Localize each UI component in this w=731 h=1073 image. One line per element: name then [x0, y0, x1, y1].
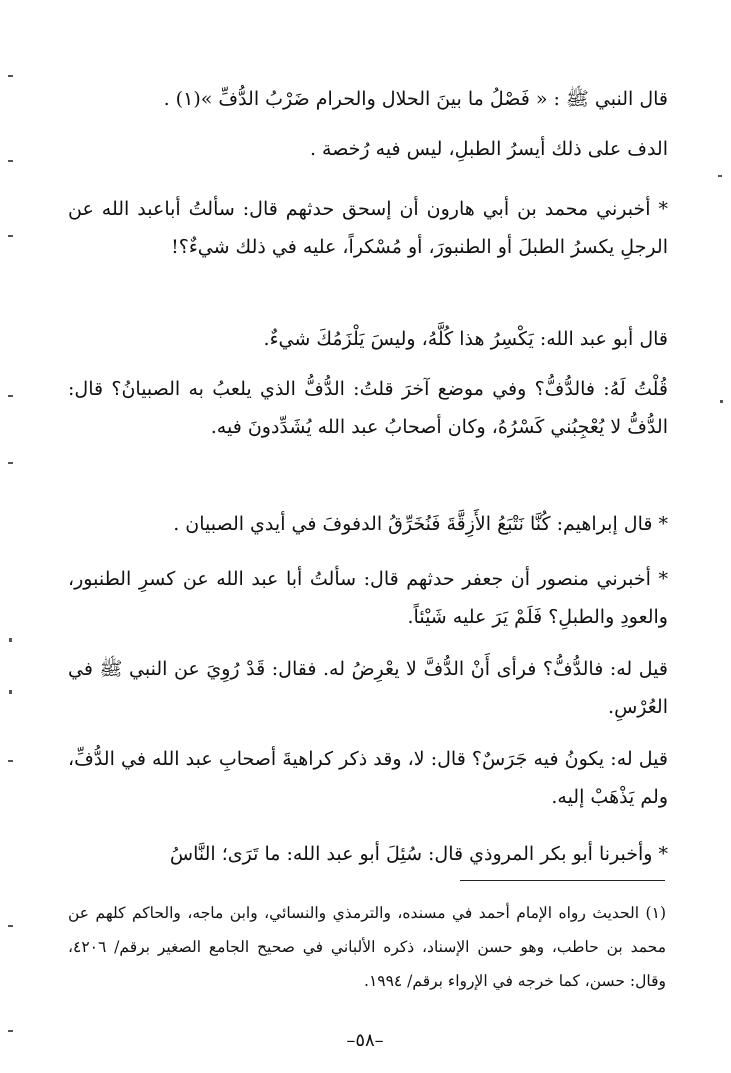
page-number: –٥٨– [346, 1030, 384, 1051]
edge-mark [8, 1030, 13, 1032]
edge-mark [8, 160, 13, 162]
paragraph-jaras: قيل له: يكونُ فيه جَرَسٌ؟ قال: لا، وقد ذكر كراهيةَ أصحابِ عبد الله في الدُّفِّ، ولم يَذْهَبْ إليه. [68, 748, 668, 808]
paragraph-ibrahim: * قال إبراهيم: كُنَّا نَتْبَعُ الأَزِقَّةَ فَنُخَرِّقُ الدفوفَ في أيدي الصبيان . [173, 513, 668, 535]
edge-mark [718, 175, 722, 177]
edge-mark [8, 235, 13, 237]
paragraph-duff-question: قُلْتُ لَهُ: فالدُّفُّ؟ وفي موضع آخرَ قلتُ: الدُّفُّ الذي يلعبُ به الصبيانُ؟ قال: الدُّفُّ لا يُعْجِبُني كَسْرُهُ، وكان أصحابُ عبد الله يُشَدِّدونَ فيه. [68, 378, 668, 438]
edge-mark [9, 690, 12, 694]
edge-mark [8, 760, 13, 762]
paragraph-urs: قيل له: فالدُّفُّ؟ فرأى أَنْ الدُّفَّ لا يعْرِضُ له. فقال: قَدْ رُوِيَ عن النبي ﷺ في العُرْسِ. [68, 658, 668, 718]
paragraph-mansour: * أخبرني منصور أن جعفر حدثهم قال: سألتُ أبا عبد الله عن كسرِ الطنبور، والعودِ والطبلِ؟ فَلَمْ يَرَ عليه شَيْئاً. [68, 568, 668, 628]
paragraph-abu-abdullah-answer: قال أبو عبد الله: يَكْسِرُ هذا كُلَّهُ، وليسَ يَلْزَمُكَ شيءٌ. [263, 328, 668, 350]
paragraph-ishaq-question: * أخبرني محمد بن أبي هارون أن إسحق حدثهم قال: سألتُ أباعبد الله عن الرجلِ يكسرُ الطبلَ أو الطنبورَ، أو مُسْكراً، عليه في ذلك شيءٌ؟! [68, 198, 668, 258]
edge-mark [9, 638, 12, 642]
footnote-text: (١) الحديث رواه الإمام أحمد في مسنده، والترمذي والنسائي، وابن ماجه، والحاكم كلهم عن محمد بن حاطب، وهو حسن الإسناد، ذكره الألباني في صحيح الجامع الصغير برقم/ ٤٢٠٦، وقال: حسن، كما خرجه في الإرواء برقم/ ١٩٩٤. [68, 904, 666, 990]
paragraph-duff-ruling: الدف على ذلك أيسرُ الطبلِ، ليس فيه رُخصة . [309, 138, 668, 160]
paragraph-marwazi: * وأخبرنا أبو بكر المروذي قال: سُئِلَ أبو عبد الله: ما تَرَى؛ النَّاسُ [169, 843, 668, 865]
edge-mark [8, 925, 13, 927]
edge-mark [720, 400, 723, 403]
edge-mark [8, 75, 13, 77]
footnote-divider [460, 880, 665, 881]
paragraph-prophet-saying: قال النبي ﷺ : « فَصْلُ ما بينَ الحلال والحرام ضَرْبُ الدُّفِّ »(١) . [163, 88, 668, 110]
edge-mark [8, 462, 13, 464]
edge-mark [8, 395, 13, 397]
